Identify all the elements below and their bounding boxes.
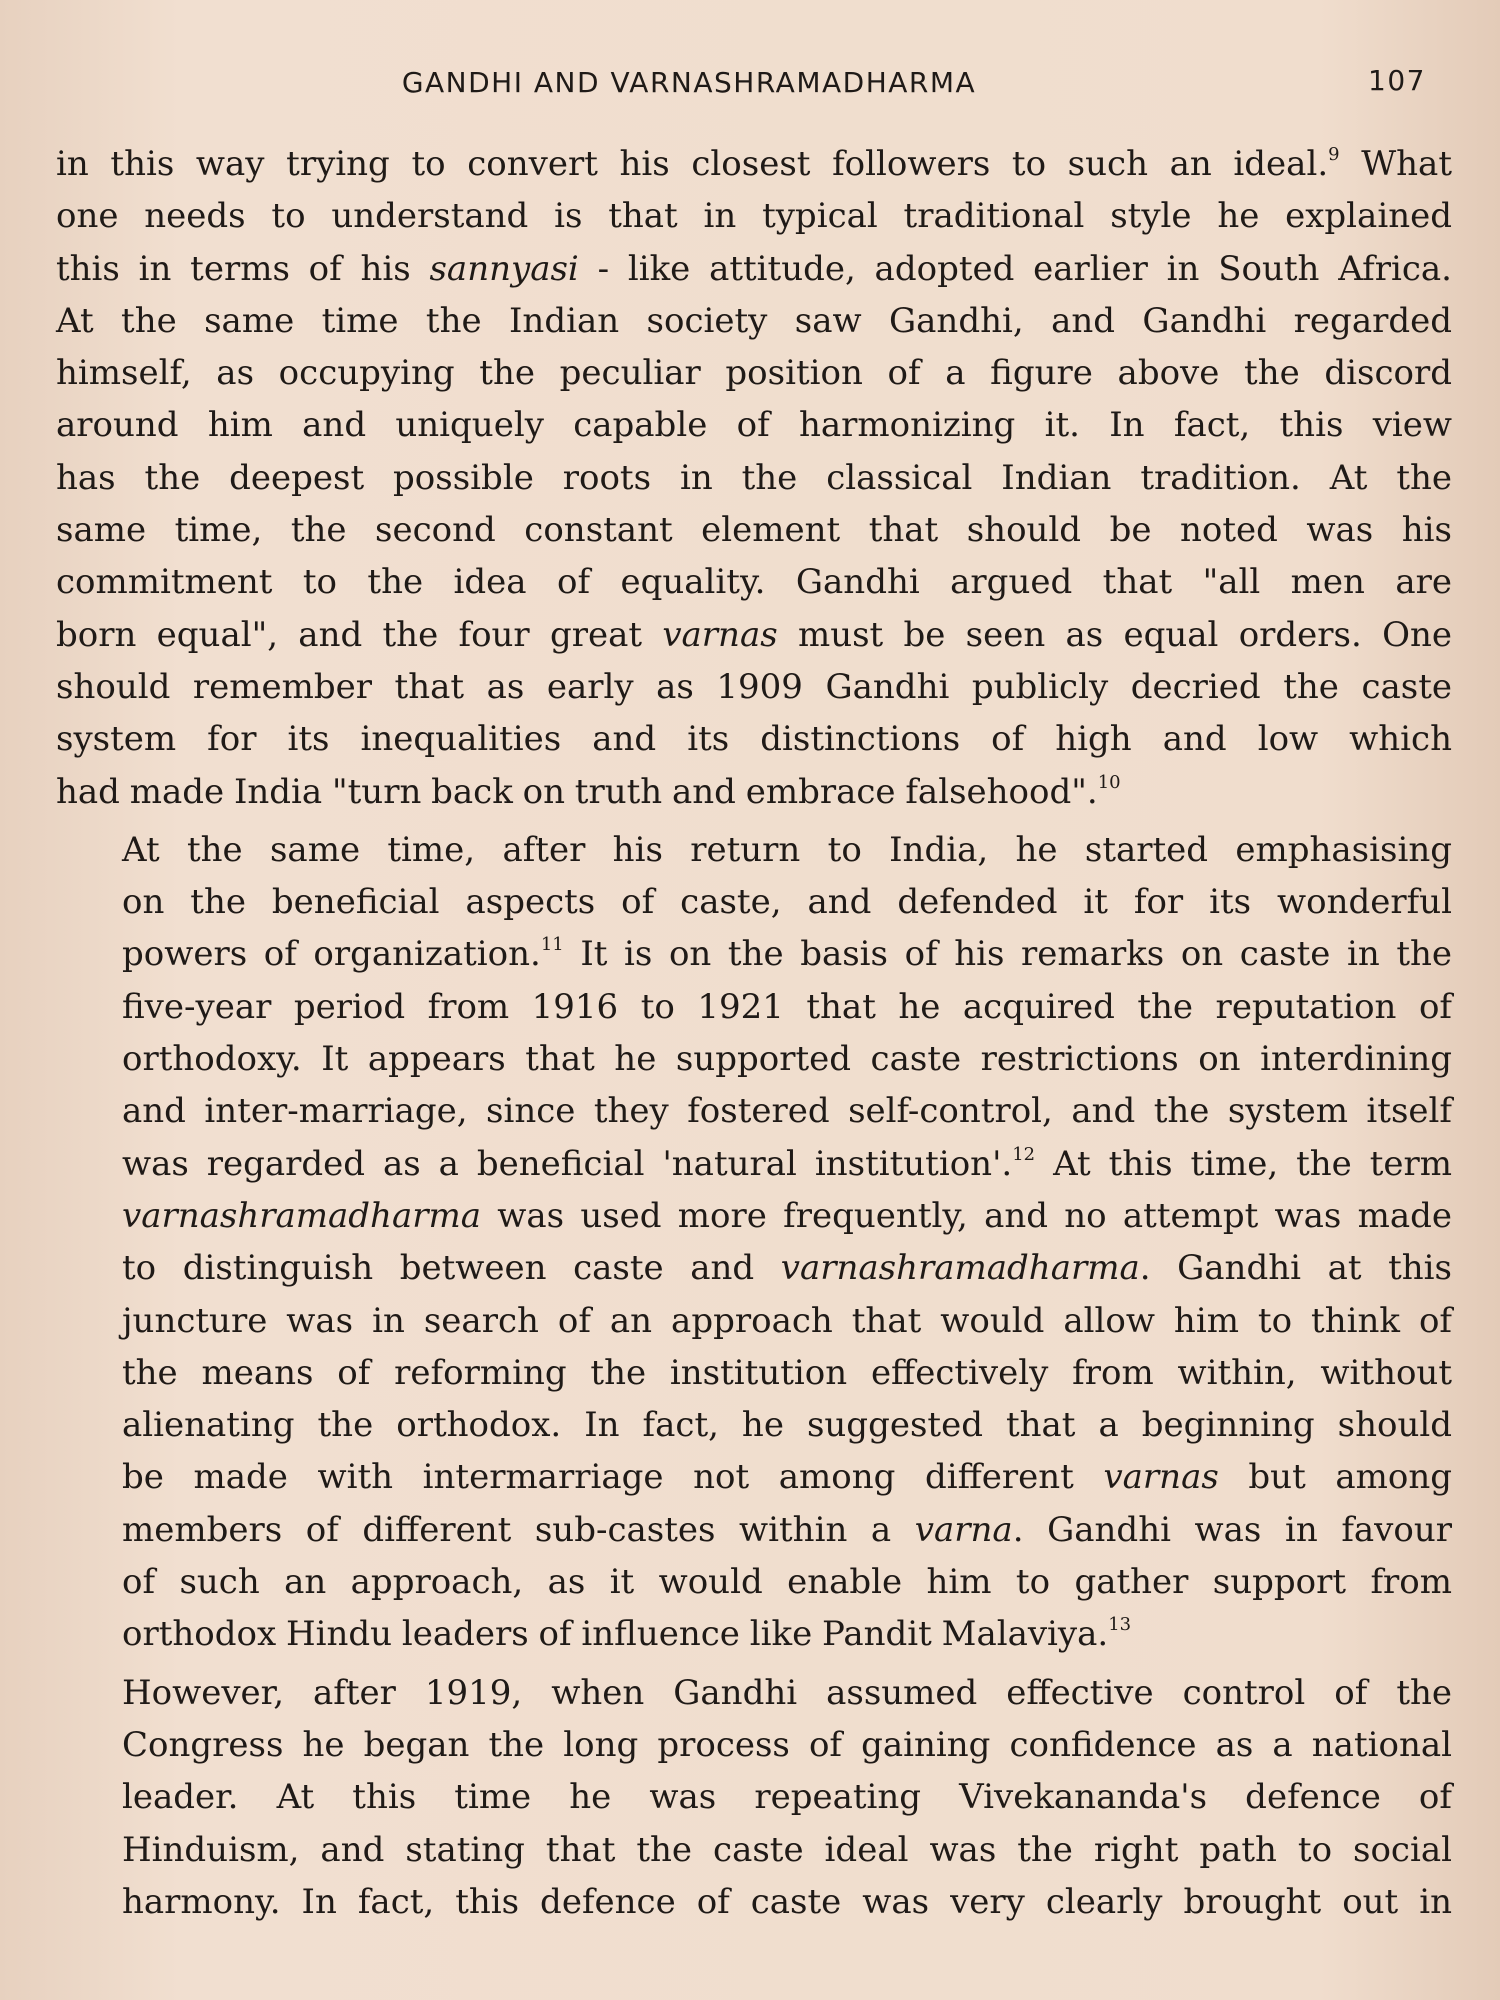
italic-term: varnashramadharma — [780, 1248, 1140, 1289]
paragraph-3 — [56, 1667, 1452, 1928]
text-line: same time, the second constant element that should be noted was his — [56, 510, 1452, 551]
text-line: alienating the orthodox. In fact, he suggested that a beginning should — [122, 1405, 1452, 1446]
italic-term: varnas — [662, 614, 778, 655]
text-line: At the same time the Indian society saw Gandhi, and Gandhi regarded — [56, 300, 1452, 341]
text-line: orthodox Hindu leaders of influence like Pandit Malaviya.$^{13}$ — [122, 1614, 1132, 1655]
text-line: At the same time, after his return to India, he started emphasising — [122, 829, 1452, 870]
footnote-marker: 10 — [1097, 771, 1121, 793]
text-line: commitment to the idea of equality. Gandhi argued that "all men are — [56, 562, 1452, 603]
text-line: system for its inequalities and its distinctions of high and low which — [56, 719, 1452, 760]
italic-term: sannyasi — [429, 248, 579, 289]
text-line: to distinguish between caste and varnashramadharma. Gandhi at this — [122, 1248, 1452, 1289]
text-line: However, after 1919, when Gandhi assumed effective control of the — [122, 1672, 1452, 1713]
text-line: be made with intermarriage not among different varnas but among — [122, 1457, 1452, 1498]
text-line: harmony. In fact, this defence of caste was very clearly brought out in — [122, 1881, 1452, 1922]
text-line: and inter-marriage, since they fostered self-control, and the system itself — [122, 1091, 1452, 1132]
footnote-marker: 9 — [1328, 144, 1340, 165]
text-line: five-year period from 1916 to 1921 that he acquired the reputation of — [122, 986, 1452, 1027]
text-line: born equal", and the four great varnas must be seen as equal orders. One — [56, 614, 1452, 655]
page-number: 107 — [1368, 64, 1426, 97]
paragraph-1 — [56, 138, 1452, 818]
italic-term: varna — [914, 1509, 1013, 1550]
footnote-marker: 12 — [1012, 1143, 1036, 1165]
text-line: varnashramadharma was used more frequently, and no attempt was made — [122, 1195, 1452, 1236]
italic-term: varnas — [1103, 1457, 1219, 1498]
text-line: orthodoxy. It appears that he supported caste restrictions on interdining — [122, 1039, 1452, 1080]
text-line: himself, as occupying the peculiar position of a figure above the discord — [56, 353, 1452, 394]
footnote-marker: 13 — [1108, 1614, 1132, 1636]
text-line: should remember that as early as 1909 Gandhi publicly decried the caste — [56, 666, 1452, 707]
text-line: the means of reforming the institution effectively from within, without — [122, 1352, 1452, 1393]
running-title: GANDHI AND VARNASHRAMADHARMA — [401, 66, 977, 99]
text-line: juncture was in search of an approach that would allow him to think of — [122, 1300, 1452, 1341]
text-line: was regarded as a beneficial 'natural institution'.$^{12}$ At this time, the term — [122, 1143, 1452, 1184]
text-line: of such an approach, as it would enable him to gather support from — [122, 1562, 1452, 1603]
text-line: had made India "turn back on truth and embrace falsehood".$^{10}$ — [56, 771, 1121, 812]
text-line: Hinduism, and stating that the caste ideal was the right path to social — [122, 1829, 1452, 1870]
text-line: Congress he began the long process of gaining confidence as a national — [122, 1724, 1452, 1765]
text-line: around him and uniquely capable of harmonizing it. In fact, this view — [56, 405, 1452, 446]
text-line: has the deepest possible roots in the classical Indian tradition. At the — [56, 457, 1452, 498]
text-line: leader. At this time he was repeating Vivekananda's defence of — [122, 1777, 1452, 1818]
footnote-marker: 11 — [540, 934, 564, 956]
paragraph-2 — [56, 824, 1452, 1661]
text-line: one needs to understand is that in typical traditional style he explained — [56, 196, 1452, 237]
running-header — [56, 62, 1452, 110]
text-line: this in terms of his sannyasi - like attitude, adopted earlier in South Africa. — [56, 248, 1452, 289]
text-line: powers of organization.$^{11}$ It is on the basis of his remarks on caste in the — [122, 934, 1452, 975]
text-line: on the beneficial aspects of caste, and defended it for its wonderful — [122, 882, 1452, 923]
text-line: in this way trying to convert his closest followers to such an ideal.$^9$ What — [56, 144, 1452, 184]
italic-term: varnashramadharma — [122, 1195, 481, 1236]
body-text — [56, 138, 1452, 1928]
text-line: members of different sub-castes within a varna. Gandhi was in favour — [122, 1509, 1452, 1550]
